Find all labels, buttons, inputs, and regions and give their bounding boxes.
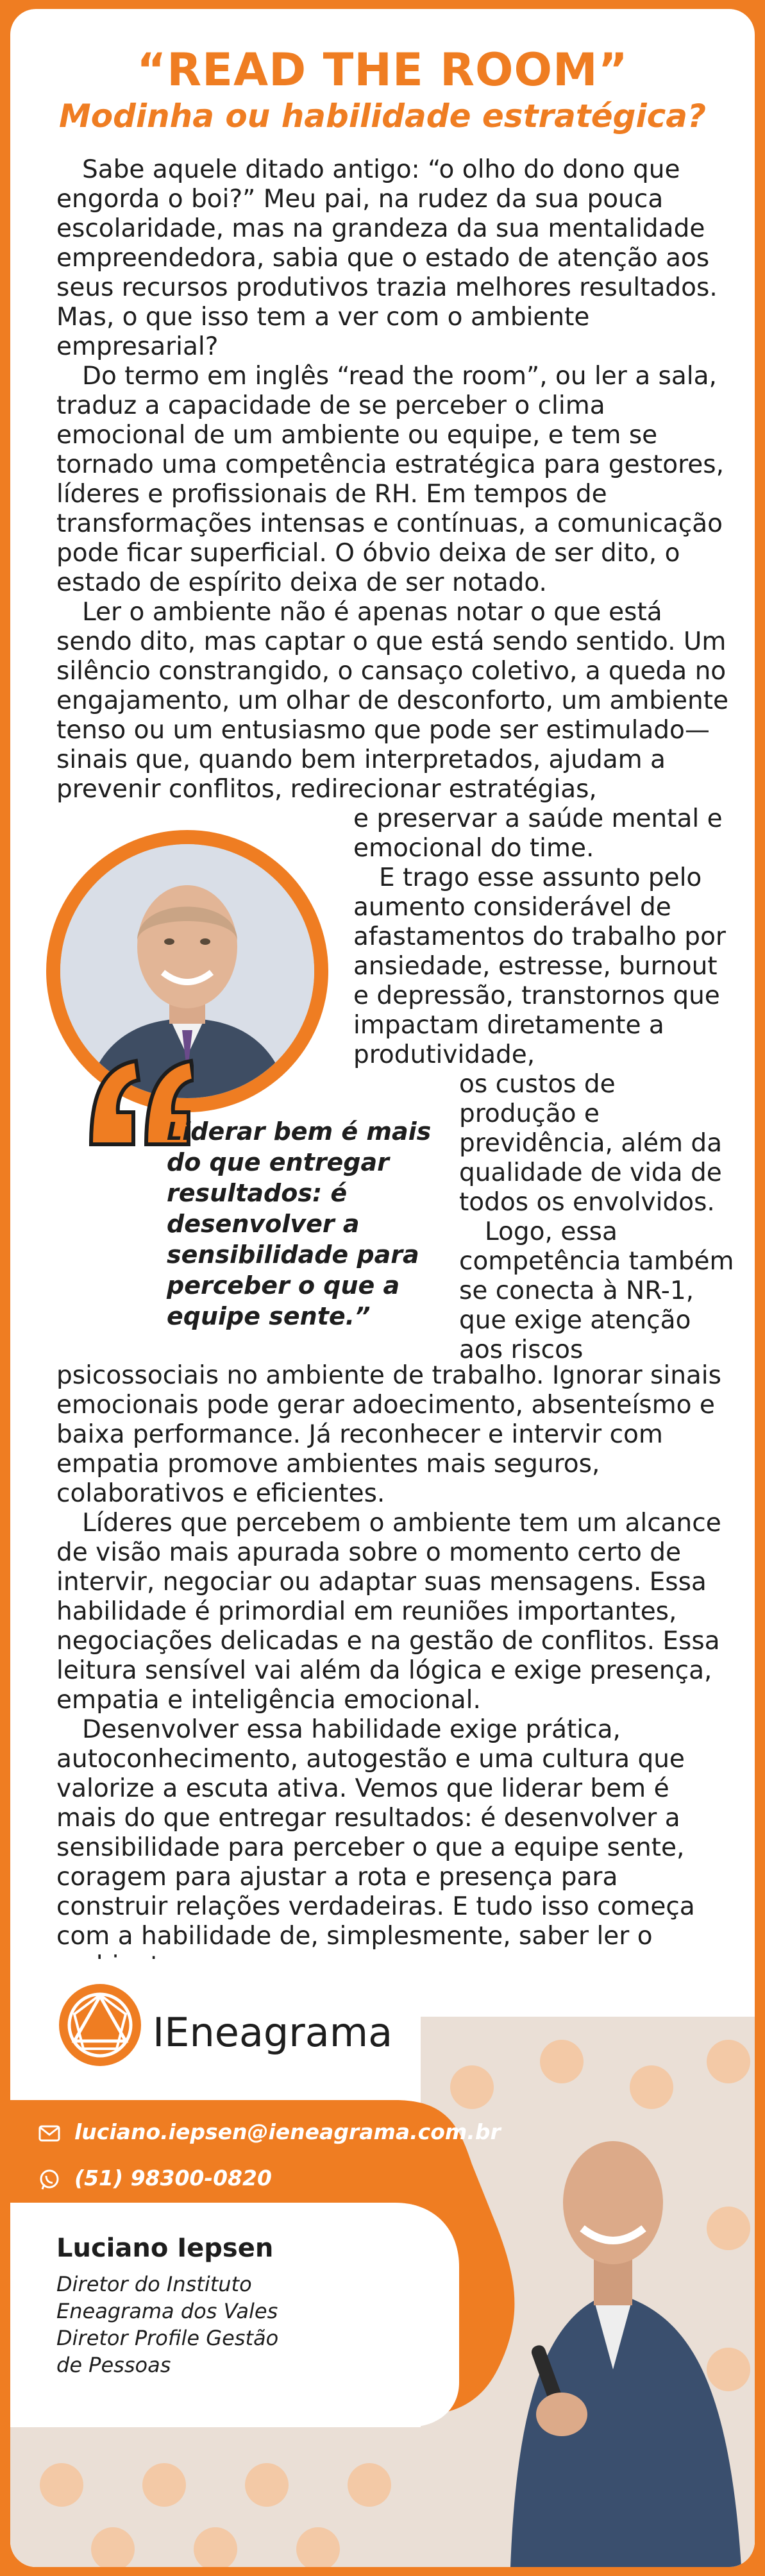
paragraph-7: Desenvolver essa habilidade exige prática, autoconhecimento, autogestão e uma cultura que valorize a escuta ativa. Vemos que liderar bem é mais do que entregar resultados: é desenvolver a sensibilidade para perceber o que a equipe sente, coragem para ajustar a rota e presença para construir relações verdadeiras. E tudo isso começa com a habilidade de, simplesmente, saber ler o	[56, 1715, 695, 1951]
article-body-right	[353, 804, 732, 1070]
article-body-bottom	[56, 1361, 736, 1981]
contact-phone[interactable]	[38, 2165, 272, 2190]
contact-email[interactable]	[38, 2119, 501, 2144]
paragraph-3: Ler o ambiente não é apenas notar o que está sendo dito, mas captar o que está sendo sentido. Um silêncio constrangido, o cansaço coletivo, a queda no engajamento, um olhar de desconforto, um ambiente tenso ou um entusiasmo que pode ser estimulado— sinais que, quando bem interpretados, ajudam a prevenir conflitos, redirecionar estratégias,	[56, 598, 728, 804]
contact-email-text: luciano.iepsen@ieneagrama.com.br	[74, 2119, 501, 2144]
article-body-right-narrow	[459, 1070, 735, 1365]
paragraph-3-continued: e preservar a saúde mental e emocional do time.	[353, 804, 723, 863]
contact-phone-text: (51) 98300-0820	[74, 2165, 272, 2190]
author-role-line: Diretor Profile Gestão	[56, 2326, 279, 2350]
author-name: Luciano Iepsen	[56, 2233, 274, 2263]
envelope-icon	[38, 2125, 60, 2142]
page-subtitle: Modinha ou habilidade estratégica?	[58, 97, 706, 135]
page-title: “READ THE ROOM”	[137, 44, 628, 96]
paragraph-5-continued: psicossociais no ambiente de trabalho. Ignorar sinais emocionais pode gerar adoecimento, absenteísmo e baixa performance. Já reconhecer e intervir com empatia promove ambientes mais seguros, colaborativos e eficientes.	[56, 1361, 721, 1508]
whatsapp-icon	[38, 2169, 60, 2190]
author-role-line: Eneagrama dos Vales	[56, 2299, 278, 2323]
author-role-line: de Pessoas	[56, 2353, 171, 2377]
paragraph-4: E trago esse assunto pelo aumento considerável de afastamentos do trabalho por ansiedade, estresse, burnout e depressão, transtornos que impactam diretamente a produtividade,	[353, 863, 726, 1069]
paragraph-4-continued: os custos de produção e previdência, além da qualidade de vida de todos os envolvidos.	[459, 1070, 723, 1217]
article-card	[10, 9, 755, 2567]
author-role-line: Diretor do Instituto	[56, 2272, 252, 2296]
brand-name: IEneagrama	[153, 2009, 393, 2056]
pull-quote: Liderar bem é mais do que entregar resultados: é desenvolver a sensibilidade para perceber o que a equipe sente.”	[167, 1117, 432, 1330]
paragraph-5: Logo, essa competência também se conecta à NR-1, que exige atenção aos riscos	[459, 1217, 734, 1364]
speaker-photo-icon	[472, 2010, 755, 2567]
paragraph-2: Do termo em inglês “read the room”, ou ler a sala, traduz a capacidade de se perceber o clima emocional de um ambiente ou equipe, e tem se tornado uma competência estratégica para gestores, líderes e profissionais de RH. Em tempos de transformações intensas e contínuas, a comunicação pode ficar superficial. O óbvio deixa de ser dito, o estado de espírito deixa de ser notado.	[56, 362, 725, 597]
paragraph-1: Sabe aquele ditado antigo: “o olho do dono que engorda o boi?” Meu pai, na rudez da sua pouca escolaridade, mas na grandeza da sua mentalidade empreendedora, sabia que o estado de atenção aos seus recursos produtivos trazia melhores resultados. Mas, o que isso tem a ver com o ambiente empresarial?	[56, 155, 718, 361]
article-body-top	[56, 155, 736, 804]
paragraph-6: Líderes que percebem o ambiente tem um alcance de visão mais apurada sobre o momento certo de intervir, negociar ou adaptar suas mensagens. Essa habilidade é primordial em reuniões importantes, negociações delicadas e na gestão de conflitos. Essa leitura sensível vai além da lógica e exige presença, empatia e inteligência emocional.	[56, 1509, 721, 1715]
